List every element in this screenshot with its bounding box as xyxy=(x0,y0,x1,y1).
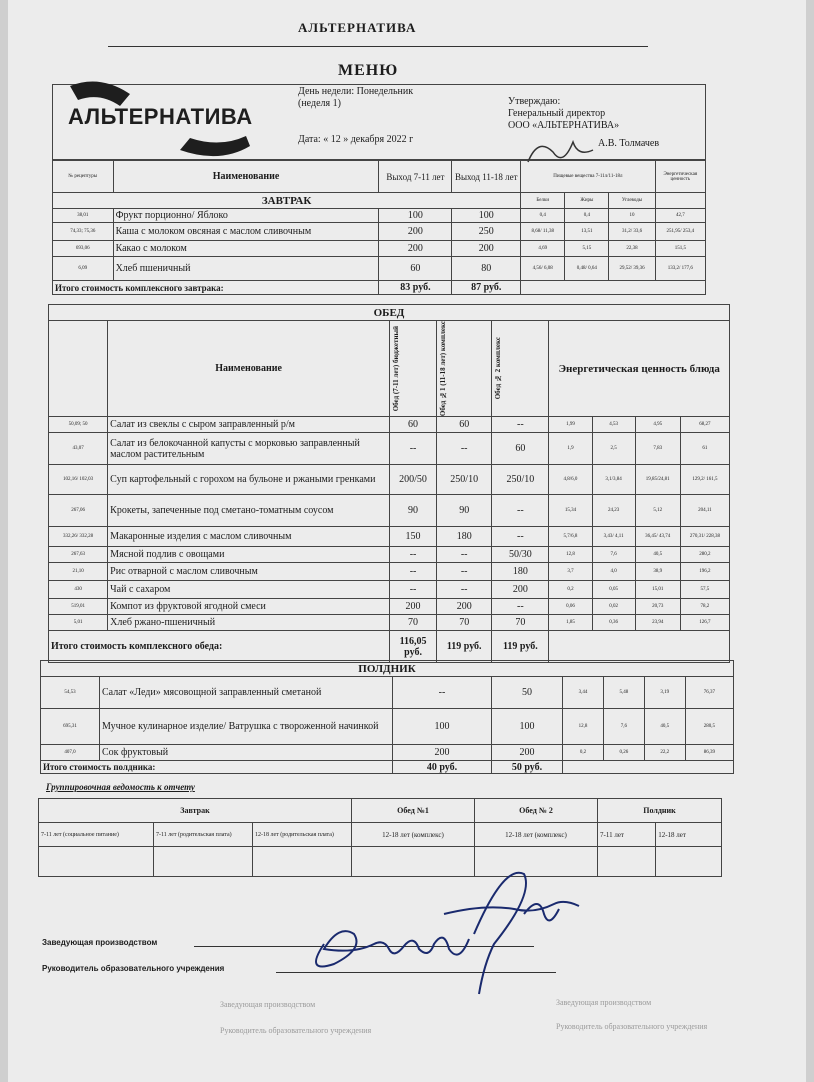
cell-b: 70 xyxy=(437,615,492,631)
cell-name: Хлеб ржано-пшеничный xyxy=(108,615,390,631)
group-cell xyxy=(598,847,656,877)
cell-code: 38,01 xyxy=(53,209,114,223)
col-lunch-budget xyxy=(389,321,436,417)
col-energy: Энергетическая ценность xyxy=(655,161,705,193)
cell-name: Какао с молоком xyxy=(113,241,379,257)
group-s1: 7-11 лет (социальное питание) xyxy=(39,823,154,847)
cell-name: Суп картофельный с горохом на бульоне и ржаными гренками xyxy=(108,465,390,495)
sign-school-head: Руководитель образовательного учреждения xyxy=(42,964,225,973)
sub-protein: Белки xyxy=(521,193,565,209)
cell-n4: 129,2/ 161,5 xyxy=(680,465,729,495)
cell-code: 21,10 xyxy=(49,563,108,581)
col-lunch-1 xyxy=(437,321,492,417)
cell-a: 200 xyxy=(389,599,436,615)
cell-b: -- xyxy=(437,547,492,563)
table-row xyxy=(49,615,730,631)
approve-line-2: Генеральный директор xyxy=(508,108,606,119)
col-code: № рецептуры xyxy=(53,161,114,193)
cell-n2: 5,48 xyxy=(603,677,644,709)
cell-code: 267,63 xyxy=(49,547,108,563)
cell-b: 200 xyxy=(437,599,492,615)
cell-n3: 40,5 xyxy=(635,547,680,563)
cell-c: 50/30 xyxy=(492,547,549,563)
cell-n3: 22,2 xyxy=(644,745,685,761)
cell-n4: 204,11 xyxy=(680,495,729,527)
group-h-snack: Полдник xyxy=(598,799,722,823)
cell-code: 102,16/ 102,03 xyxy=(49,465,108,495)
cell-out2: 250 xyxy=(452,223,521,241)
cell-n1: 15,34 xyxy=(549,495,592,527)
cell-b: 100 xyxy=(492,709,563,745)
cell-code: 519,01 xyxy=(49,599,108,615)
table-row xyxy=(49,417,730,433)
cell-name: Фрукт порционно/ Яблоко xyxy=(113,209,379,223)
table-row xyxy=(49,527,730,547)
cell-energy: 42,7 xyxy=(655,209,705,223)
cell-n2: 0,02 xyxy=(592,599,635,615)
director-name: А.В. Толмачев xyxy=(598,138,660,149)
cell-n4: 126,7 xyxy=(680,615,729,631)
cell-out1: 200 xyxy=(379,241,452,257)
cell-carb: 10 xyxy=(609,209,655,223)
lunch-section-title: ОБЕД xyxy=(49,305,730,321)
cell-name: Рис отварной с маслом сливочным xyxy=(108,563,390,581)
group-cell xyxy=(656,847,722,877)
org-name: АЛЬТЕРНАТИВА xyxy=(298,20,417,35)
cell-name: Салат «Леди» мясовощной заправленный сметаной xyxy=(100,677,393,709)
cell-c: -- xyxy=(492,527,549,547)
cell-n3: 40,5 xyxy=(644,709,685,745)
table-row xyxy=(41,709,734,745)
cell-n4: 86,39 xyxy=(685,745,733,761)
faded-sign-1: Заведующая производством xyxy=(220,1000,316,1009)
cell-c: -- xyxy=(492,417,549,433)
cell-name: Каша с молоком овсяная с маслом сливочным xyxy=(113,223,379,241)
cell-fat: 0,4 xyxy=(565,209,609,223)
group-h-lunch2: Обед № 2 xyxy=(475,799,598,823)
sub-carb: Углеводы xyxy=(609,193,655,209)
day-label: День недели: Понедельник xyxy=(298,86,414,97)
table-row xyxy=(49,495,730,527)
menu-sheet xyxy=(8,0,806,1082)
cell-out1: 100 xyxy=(379,209,452,223)
cell-b: 250/10 xyxy=(437,465,492,495)
cell-n1: 1,99 xyxy=(549,417,592,433)
breakfast-table xyxy=(52,160,706,295)
cell-n3: 5,12 xyxy=(635,495,680,527)
table-row xyxy=(49,433,730,465)
faded-sign-2: Заведующая производством xyxy=(556,998,652,1007)
cell-n1: 0,06 xyxy=(549,599,592,615)
table-row xyxy=(49,563,730,581)
cell-name: Мясной подлив с овощами xyxy=(108,547,390,563)
cell-c: 200 xyxy=(492,581,549,599)
cell-a: 200 xyxy=(393,745,492,761)
cell-b: 50 xyxy=(492,677,563,709)
cell-n1: 1,9 xyxy=(549,433,592,465)
table-row xyxy=(53,241,706,257)
sub-fat: Жиры xyxy=(565,193,609,209)
cell-b: 90 xyxy=(437,495,492,527)
snack-table xyxy=(40,660,734,774)
lunch-total-row xyxy=(49,631,730,663)
cell-n1: 0,2 xyxy=(549,581,592,599)
cell-n3: 36,45/ 43,74 xyxy=(635,527,680,547)
col-out1: Выход 7-11 лет xyxy=(379,161,452,193)
cell-energy: 151,5 xyxy=(655,241,705,257)
cell-n2: 0,36 xyxy=(592,615,635,631)
cell-n2: 7,6 xyxy=(603,709,644,745)
table-row xyxy=(49,465,730,495)
cell-n3: 20,73 xyxy=(635,599,680,615)
cell-fat: 13,51 xyxy=(565,223,609,241)
cell-b: 180 xyxy=(437,527,492,547)
snack-total-row xyxy=(41,761,734,774)
cell-b: -- xyxy=(437,433,492,465)
cell-n4: 280,5 xyxy=(685,709,733,745)
cell-c: 60 xyxy=(492,433,549,465)
table-row xyxy=(49,599,730,615)
approve-line-3: ООО «АЛЬТЕРНАТИВА» xyxy=(508,120,620,131)
table-row xyxy=(41,745,734,761)
group-s2: 7-11 лет (родительская плата) xyxy=(154,823,253,847)
cell-name: Компот из фруктовой ягодной смеси xyxy=(108,599,390,615)
total-value-1: 40 руб. xyxy=(393,761,492,774)
cell-n1: 0,2 xyxy=(563,745,604,761)
cell-c: -- xyxy=(492,599,549,615)
cell-n4: 61 xyxy=(680,433,729,465)
cell-a: 100 xyxy=(393,709,492,745)
total-label: Итого стоимость комплексного обеда: xyxy=(49,631,390,663)
cell-n1: 3,7 xyxy=(549,563,592,581)
cell-name: Мучное кулинарное изделие/ Ватрушка с твороженной начинкой xyxy=(100,709,393,745)
col-out2: Выход 11-18 лет xyxy=(452,161,521,193)
cell-a: -- xyxy=(389,581,436,599)
cell-a: -- xyxy=(389,547,436,563)
cell-name: Макаронные изделия с маслом сливочным xyxy=(108,527,390,547)
cell-n2: 3,43/ 4,11 xyxy=(592,527,635,547)
cell-c: -- xyxy=(492,495,549,527)
cell-n3: 3,19 xyxy=(644,677,685,709)
col-energy: Энергетическая ценность блюда xyxy=(549,321,730,417)
cell-n4: 270,31/ 228,38 xyxy=(680,527,729,547)
cell-n1: 4,8/6,0 xyxy=(549,465,592,495)
table-row xyxy=(53,257,706,281)
cell-n3: 38,9 xyxy=(635,563,680,581)
handwritten-signature xyxy=(294,854,604,1004)
cell-b: 60 xyxy=(437,417,492,433)
header-rule xyxy=(108,46,648,47)
cell-fat: 0,48/ 0,64 xyxy=(565,257,609,281)
cell-n3: 19,85/24,81 xyxy=(635,465,680,495)
cell-n4: 57,5 xyxy=(680,581,729,599)
cell-code: 43,07 xyxy=(49,433,108,465)
group-cell xyxy=(154,847,253,877)
cell-n2: 4,0 xyxy=(592,563,635,581)
cell-energy: 251,95/ 253,4 xyxy=(655,223,705,241)
week-label: (неделя 1) xyxy=(298,98,341,109)
cell-protein: 4,56/ 6,08 xyxy=(521,257,565,281)
cell-n2: 3,1/3,84 xyxy=(592,465,635,495)
page-title: МЕНЮ xyxy=(338,62,399,79)
approval-block xyxy=(508,96,619,132)
cell-code: 54,53 xyxy=(41,677,100,709)
cell-c: 180 xyxy=(492,563,549,581)
snack-section-title: ПОЛДНИК xyxy=(41,661,734,677)
table-row xyxy=(49,581,730,599)
cell-out1: 200 xyxy=(379,223,452,241)
cell-out2: 200 xyxy=(452,241,521,257)
table-row xyxy=(41,677,734,709)
cell-a: -- xyxy=(389,433,436,465)
cell-code: 407,0 xyxy=(41,745,100,761)
sign-production-head: Заведующая производством xyxy=(42,938,158,947)
col-nutrients: Пищевые вещества 7-11л/11-18л xyxy=(521,161,655,193)
col-lunch-1-label: Обед №1 (11-18 лет) комплекс xyxy=(439,321,448,417)
cell-n1: 3,44 xyxy=(563,677,604,709)
cell-code: 267,06 xyxy=(49,495,108,527)
cell-n4: 76,37 xyxy=(685,677,733,709)
cell-code: 5,01 xyxy=(49,615,108,631)
cell-code: 74,33; 75,36 xyxy=(53,223,114,241)
cell-protein: 4,69 xyxy=(521,241,565,257)
faded-sign-4: Руководитель образовательного учреждения xyxy=(556,1022,708,1031)
cell-out2: 100 xyxy=(452,209,521,223)
table-row xyxy=(53,223,706,241)
cell-name: Салат из свеклы с сыром заправленный р/м xyxy=(108,417,390,433)
cell-n4: 196,2 xyxy=(680,563,729,581)
cell-name: Салат из белокочанной капусты с морковью заправленный маслом растительным xyxy=(108,433,390,465)
breakfast-total-row xyxy=(53,281,706,295)
logo-wordmark: АЛЬТЕРНАТИВА xyxy=(68,104,253,129)
cell-n4: 68,27 xyxy=(680,417,729,433)
date-label: Дата: « 12 » декабря 2022 г xyxy=(298,134,414,145)
cell-carb: 22,38 xyxy=(609,241,655,257)
total-label: Итого стоимость полдника: xyxy=(41,761,393,774)
group-s4: 12-18 лет (комплекс) xyxy=(352,823,475,847)
cell-n1: 5,7/6,8 xyxy=(549,527,592,547)
col-lunch-2 xyxy=(492,321,549,417)
cell-a: 70 xyxy=(389,615,436,631)
table-row xyxy=(53,209,706,223)
group-h-breakfast: Завтрак xyxy=(39,799,352,823)
cell-n4: 280,2 xyxy=(680,547,729,563)
total-value-2: 119 руб. xyxy=(437,631,492,663)
approve-line-1: Утверждаю: xyxy=(508,96,561,107)
cell-n2: 0,26 xyxy=(603,745,644,761)
col-name: Наименование xyxy=(108,321,390,417)
total-value-1: 116,05 руб. xyxy=(389,631,436,663)
col-lunch-budget-label: Обед (7-11 лет) бюджетный xyxy=(391,325,400,412)
group-s3: 12-18 лет (родительская плата) xyxy=(253,823,352,847)
cell-n2: 0,05 xyxy=(592,581,635,599)
day-block xyxy=(298,86,413,110)
group-s6: 7-11 лет xyxy=(598,823,656,847)
cell-code: 50,09; 50 xyxy=(49,417,108,433)
cell-n2: 7,6 xyxy=(592,547,635,563)
cell-n4: 78,2 xyxy=(680,599,729,615)
lunch-table xyxy=(48,304,730,663)
cell-protein: 8,68/ 11,38 xyxy=(521,223,565,241)
cell-protein: 0,4 xyxy=(521,209,565,223)
faded-sign-3: Руководитель образовательного учреждения xyxy=(220,1026,372,1035)
col-lunch-2-label: Обед № 2 комплекс xyxy=(494,337,503,400)
cell-code: 693,06 xyxy=(53,241,114,257)
cell-n3: 23,94 xyxy=(635,615,680,631)
cell-n3: 4,95 xyxy=(635,417,680,433)
breakfast-section-title: ЗАВТРАК xyxy=(53,193,521,209)
cell-b: 200 xyxy=(492,745,563,761)
group-s5: 12-18 лет (комплекс) xyxy=(475,823,598,847)
cell-name: Крокеты, запеченные под сметано-томатным соусом xyxy=(108,495,390,527)
cell-out2: 80 xyxy=(452,257,521,281)
cell-a: -- xyxy=(389,563,436,581)
group-cell xyxy=(39,847,154,877)
cell-out1: 60 xyxy=(379,257,452,281)
cell-name: Сок фруктовый xyxy=(100,745,393,761)
cell-c: 70 xyxy=(492,615,549,631)
cell-code: 332,26/ 332,28 xyxy=(49,527,108,547)
cell-a: 200/50 xyxy=(389,465,436,495)
total-label: Итого стоимость комплексного завтрака: xyxy=(53,281,379,295)
cell-name: Хлеб пшеничный xyxy=(113,257,379,281)
col-name: Наименование xyxy=(113,161,379,193)
total-value-2: 50 руб. xyxy=(492,761,563,774)
cell-c: 250/10 xyxy=(492,465,549,495)
cell-b: -- xyxy=(437,563,492,581)
cell-n1: 12,8 xyxy=(549,547,592,563)
cell-n3: 7,83 xyxy=(635,433,680,465)
cell-carb: 31,2/ 33,6 xyxy=(609,223,655,241)
cell-fat: 5,15 xyxy=(565,241,609,257)
cell-a: -- xyxy=(393,677,492,709)
group-report-title: Группировочная ведомость к отчету xyxy=(46,782,195,792)
cell-a: 150 xyxy=(389,527,436,547)
cell-n3: 15,01 xyxy=(635,581,680,599)
cell-n1: 1,85 xyxy=(549,615,592,631)
table-row xyxy=(49,547,730,563)
cell-n2: 24,23 xyxy=(592,495,635,527)
cell-b: -- xyxy=(437,581,492,599)
total-value-1: 83 руб. xyxy=(379,281,452,295)
cell-energy: 133,2/ 177,6 xyxy=(655,257,705,281)
cell-code: 430 xyxy=(49,581,108,599)
cell-n2: 2,5 xyxy=(592,433,635,465)
cell-name: Чай с сахаром xyxy=(108,581,390,599)
cell-a: 90 xyxy=(389,495,436,527)
cell-a: 60 xyxy=(389,417,436,433)
cell-carb: 29,52/ 39,36 xyxy=(609,257,655,281)
cell-n2: 4,53 xyxy=(592,417,635,433)
group-h-lunch1: Обед №1 xyxy=(352,799,475,823)
group-s7: 12-18 лет xyxy=(656,823,722,847)
cell-code: 695,31 xyxy=(41,709,100,745)
cell-code: 6,09 xyxy=(53,257,114,281)
cell-n1: 12,8 xyxy=(563,709,604,745)
total-value-3: 119 руб. xyxy=(492,631,549,663)
total-value-2: 87 руб. xyxy=(452,281,521,295)
